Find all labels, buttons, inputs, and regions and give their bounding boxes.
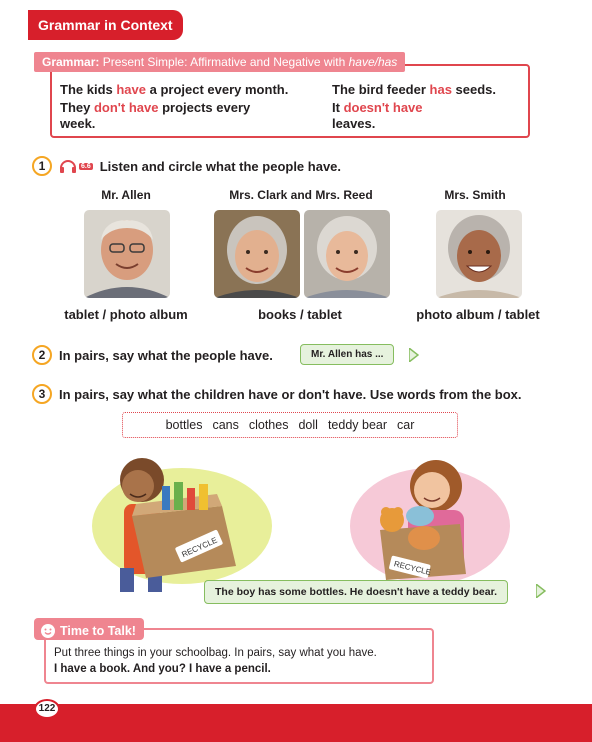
word-box (122, 412, 458, 438)
exercise-number: 1 (32, 156, 52, 176)
word-item: car (397, 418, 415, 432)
grammar-example-3: They don't have projects every (60, 100, 251, 115)
bubble-pointer (409, 348, 419, 362)
exercise-2-instruction (32, 345, 273, 365)
grammar-example-1: The kids have a project every month. (60, 82, 289, 97)
grammar-title: Present Simple: Affirmative and Negative with (99, 55, 349, 69)
footer-bar (0, 704, 592, 742)
choice-allen[interactable]: tablet / photo album (64, 307, 188, 322)
photo-mr-allen (84, 210, 170, 298)
photo-mrs-reed (304, 210, 390, 298)
word-item: clothes (248, 418, 289, 432)
illustration-girl (330, 446, 530, 596)
word-item: bottles (165, 418, 203, 432)
bubble-pointer (536, 584, 546, 598)
audio-track-tag: 6.6 (81, 162, 91, 170)
word-item: cans (212, 418, 239, 432)
grammar-header (34, 52, 405, 72)
speech-bubble-example: Mr. Allen has ... (300, 344, 394, 365)
word-item: teddy bear (327, 418, 388, 432)
time-to-talk-instruction: Put three things in your schoolbag. In pairs, say what you have. (54, 647, 377, 659)
time-to-talk-title: Time to Talk! (60, 623, 136, 638)
exercise-1-instruction (32, 156, 341, 176)
grammar-example-3-cont: week. (60, 116, 96, 131)
box-label: RECYCLE (180, 535, 219, 560)
exercise-3-instruction (32, 384, 522, 404)
person-name-allen: Mr. Allen (101, 188, 151, 202)
exercise-number: 2 (32, 345, 52, 365)
section-title: Grammar in Context (28, 10, 183, 40)
photo-mrs-clark (214, 210, 300, 298)
word-item: doll (298, 418, 318, 432)
exercise-3-text: In pairs, say what the children have or don't have. Use words from the box. (59, 386, 522, 402)
photo-mrs-smith (436, 210, 522, 298)
choice-smith[interactable]: photo album / tablet (416, 307, 540, 322)
grammar-example-4-cont: leaves. (332, 116, 376, 131)
smiley-speech-icon (40, 623, 56, 639)
exercise-1-text: Listen and circle what the people have. (99, 158, 342, 174)
choice-clark-reed[interactable]: books / tablet (258, 307, 342, 322)
exercise-2-text: In pairs, say what the people have. (59, 347, 273, 363)
grammar-title-italic: have/has (348, 55, 398, 69)
grammar-example-2: The bird feeder has seeds. (332, 82, 497, 97)
illustration-boy (72, 446, 272, 596)
time-to-talk-tab (34, 618, 144, 640)
person-name-clark-reed: Mrs. Clark and Mrs. Reed (229, 188, 373, 202)
box-label: RECYCLE (393, 559, 432, 578)
grammar-example-4: It doesn't have (332, 100, 423, 115)
person-name-smith: Mrs. Smith (444, 188, 506, 202)
time-to-talk-example: I have a book. And you? I have a pencil. (54, 663, 271, 675)
exercise-number: 3 (32, 384, 52, 404)
speech-bubble-answer: The boy has some bottles. He doesn't have a teddy bear. (204, 580, 508, 604)
page-number: 122 (34, 699, 60, 719)
headphones-icon[interactable] (59, 159, 93, 173)
grammar-label: Grammar: (42, 55, 100, 69)
